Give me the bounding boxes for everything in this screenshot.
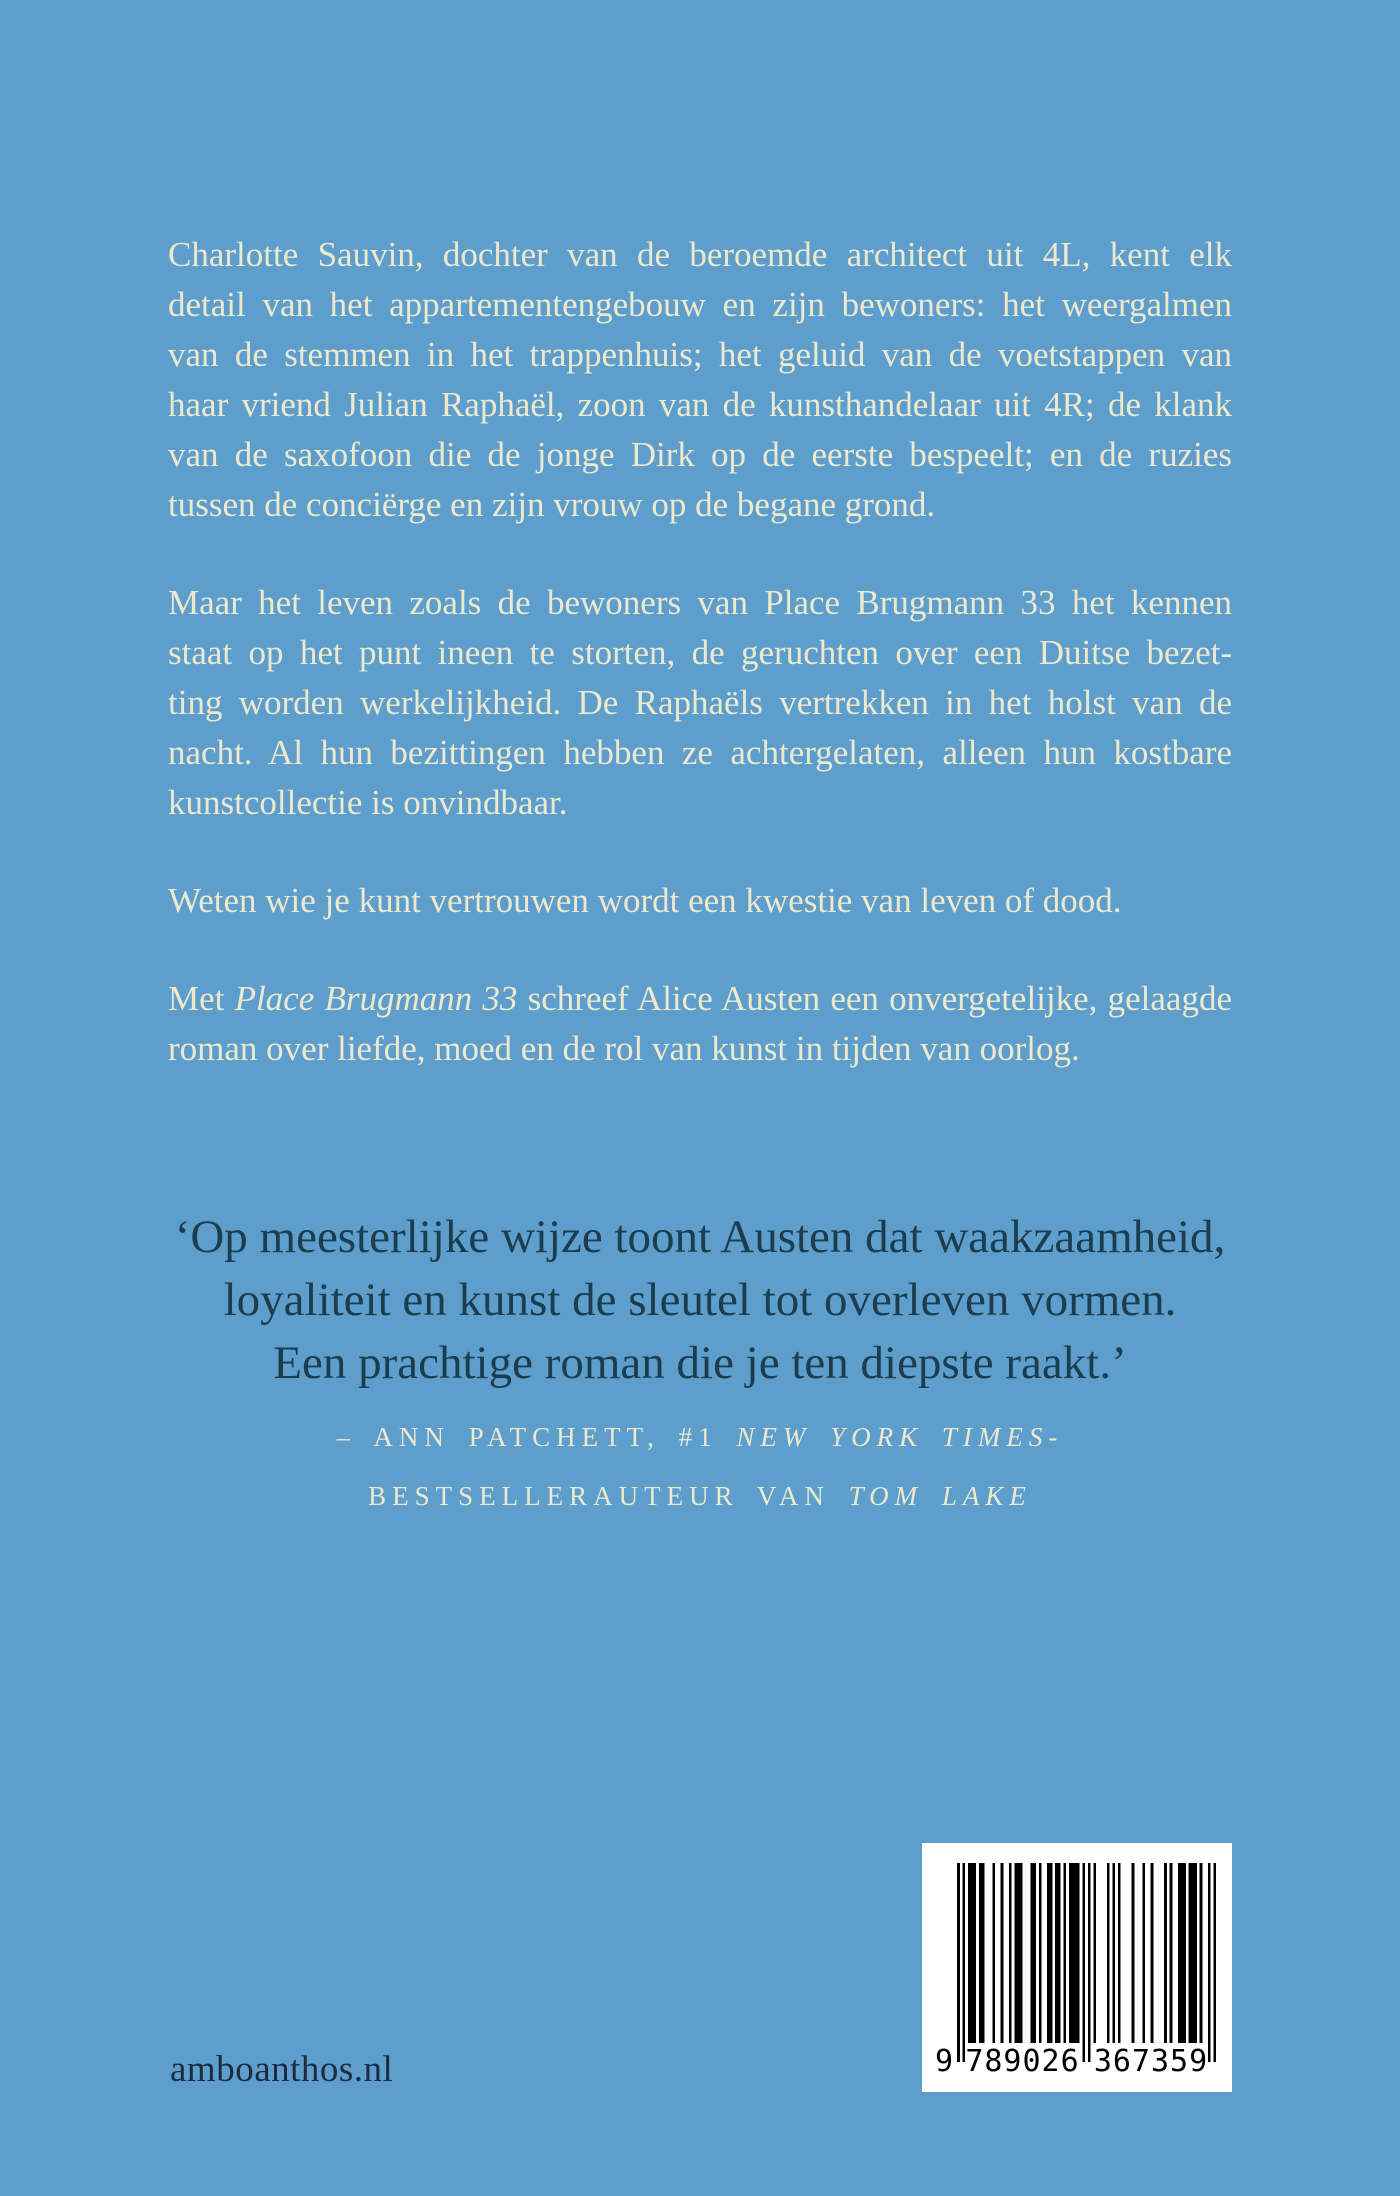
blurb-line: ting worden werkelijkheid. De Raphaëls vertrekken in het holst van de — [168, 683, 1232, 722]
blurb-line: haar vriend Julian Raphaël, zoon van de kunsthandelaar uit 4R; de klank — [168, 385, 1232, 424]
attribution-text: BESTSELLERAUTEUR VAN — [368, 1481, 849, 1511]
publisher-url: amboanthos.nl — [170, 2049, 394, 2090]
blurb-line: nacht. Al hun bezittingen hebben ze achtergelaten, alleen hun kostbare — [168, 733, 1232, 772]
blurb — [168, 230, 1232, 1122]
blurb-paragraph-4 — [168, 974, 1232, 1074]
quote-line: Een prachtige roman die je ten diepste raakt.’ — [273, 1337, 1127, 1389]
barcode — [922, 1843, 1232, 2092]
blurb-text: Met — [168, 979, 235, 1018]
book-title: Place Brugmann 33 — [234, 979, 518, 1018]
blurb-line: tussen de conciërge en zijn vrouw op de begane grond. — [168, 485, 936, 524]
blurb-paragraph-2 — [168, 578, 1232, 828]
blurb-line: staat op het punt ineen te storten, de geruchten over een Duitse bezet- — [168, 633, 1232, 672]
blurb-line: Charlotte Sauvin, dochter van de beroemde architect uit 4L, kent elk — [168, 235, 1232, 274]
quote-line: loyaliteit en kunst de sleutel tot overleven vormen. — [223, 1274, 1177, 1326]
blurb-line: Maar het leven zoals de bewoners van Place Brugmann 33 het kennen — [168, 583, 1232, 622]
attribution-line — [0, 1467, 1400, 1526]
barcode-digit-group: 9 — [934, 2044, 954, 2079]
barcode-digit-group: 367359 — [1093, 2044, 1209, 2079]
attribution-line — [0, 1408, 1400, 1467]
blurb-line: roman over liefde, moed en de rol van kunst in tijden van oorlog. — [168, 1029, 1080, 1068]
review-quote — [0, 1206, 1400, 1395]
attribution-text: – ANN PATCHETT, #1 — [336, 1422, 737, 1452]
blurb-line: kunstcollectie is onvindbaar. — [168, 783, 568, 822]
quote-line: ‘Op meesterlijke wijze toont Austen dat waakzaamheid, — [174, 1211, 1226, 1263]
blurb-line: van de saxofoon die de jonge Dirk op de eerste bespeelt; en de ruzies — [168, 435, 1232, 474]
quote-attribution — [0, 1408, 1400, 1526]
blurb-paragraph-1 — [168, 230, 1232, 530]
blurb-line: van de stemmen in het trappenhuis; het geluid van de voetstappen van — [168, 335, 1232, 374]
blurb-paragraph-3 — [168, 876, 1232, 926]
newspaper-title: NEW YORK TIMES- — [736, 1422, 1064, 1452]
blurb-line: Weten wie je kunt vertrouwen wordt een kwestie van leven of dood. — [168, 881, 1122, 920]
barcode-bars — [957, 1863, 1216, 2062]
blurb-line — [168, 974, 1232, 1024]
blurb-text: schreef Alice Austen een onvergetelijke, gelaagde — [517, 979, 1232, 1018]
barcode-digit-group: 789026 — [965, 2044, 1080, 2079]
blurb-line: detail van het appartementengebouw en zijn bewoners: het weergalmen — [168, 285, 1232, 324]
book-title: TOM LAKE — [848, 1481, 1032, 1511]
